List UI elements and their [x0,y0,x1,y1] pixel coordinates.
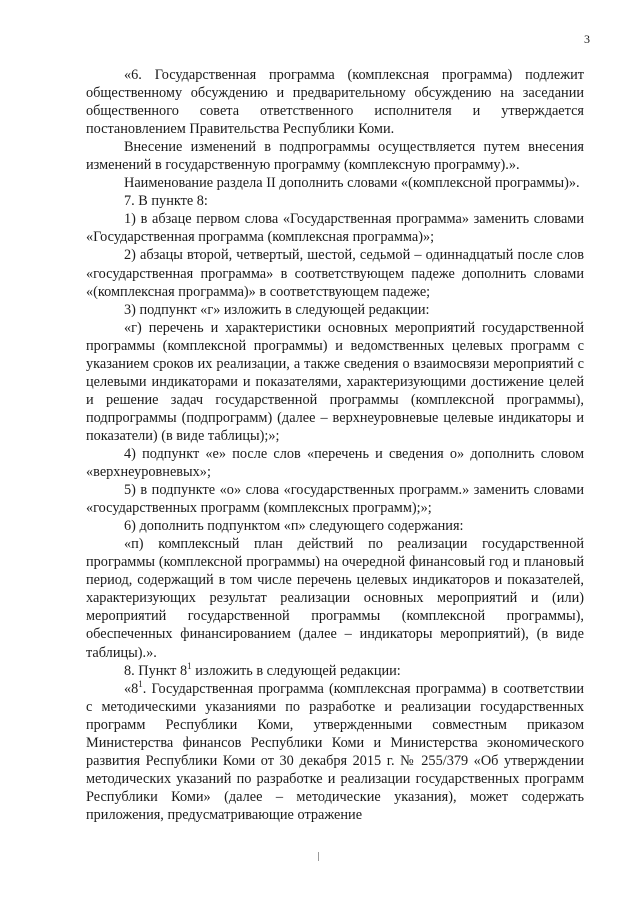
paragraph-9: 4) подпункт «е» после слов «перечень и сведения о» дополнить словом «верхнеуровневых»; [86,445,584,481]
paragraph-4: 7. В пункте 8: [124,193,208,210]
paragraph-6: 2) абзацы второй, четвертый, шестой, седьмой – одиннадцатый после слов «государственная программа» в соответствующем падеже дополнить словами «(комплексная программа)» в соответствующем падеже; [86,247,584,300]
paragraph-14 [86,680,584,824]
document-body [86,66,584,824]
paragraph-14-start: «8 [124,680,139,697]
paragraph-11: 6) дополнить подпунктом «п» следующего содержания: [124,518,464,535]
paragraph-13-end: изложить в следующей редакции: [191,662,401,679]
paragraph-13-start: 8. Пункт 8 [124,662,188,679]
paragraph-8: «г) перечень и характеристики основных мероприятий государственной программы (комплексной программы) и ведомственных целевых программ с указанием сроков их реализации, а также сведения о взаимосвязи мероприятий с целевыми индикаторами и показателями, характеризующими достижение целей и решение задач государственной программы (комплексной программы), подпрограммы (подпрограмм) (далее – верхнеуровневые целевые индикаторы и показатели) (в виде таблицы);»; [86,319,584,444]
superscript-1: 1 [187,660,192,671]
paragraph-12: «п) комплексный план действий по реализации государственной программы (комплексной программы) на очередной финансовый год и плановый период, содержащий в том числе перечень целевых индикаторов и показателей, характеризующих результат реализации основных мероприятий и (или) мероприятий государственной программы (комплексной программы), обеспеченных финансированием (далее – индикаторы мероприятий), (в виде таблицы).». [86,536,584,661]
paragraph-2: Внесение изменений в подпрограммы осуществляется путем внесения изменений в государственную программу (комплексную программу).». [86,139,584,174]
paragraph-5: 1) в абзаце первом слова «Государственная программа» заменить словами «Государственная программа (комплексная программа)»; [86,211,584,246]
scan-mark [318,852,319,861]
paragraph-13 [86,662,584,680]
paragraph-7: 3) подпункт «г» изложить в следующей редакции: [124,301,430,318]
paragraph-10: 5) в подпункте «о» слова «государственных программ.» заменить словами «государственных программ (комплексных программ);»; [86,482,584,517]
superscript-2: 1 [138,678,143,689]
paragraph-14-end: . Государственная программа (комплексная программа) в соответствии с методическими указаниями по разработке и реализации государственных программ Республики Коми, утвержденными совместным приказом Министерства финансов Республики Коми и Министерства экономического развития Республики Коми от 30 декабря 2015 г. № 255/379 «Об утверждении методических указаний по разработке и реализации государственных программ Республики Коми» (далее – методические указания), может содержать приложения, предусматривающие отражение [86,680,584,823]
paragraph-1: «6. Государственная программа (комплексная программа) подлежит общественному обсуждению и предварительному обсуждению на заседании общественного совета ответственного исполнителя и утверждается постановлением Правительства Республики Коми. [86,67,584,138]
page-number: 3 [584,32,590,46]
paragraph-3: Наименование раздела II дополнить словами «(комплексной программы)». [124,175,580,192]
